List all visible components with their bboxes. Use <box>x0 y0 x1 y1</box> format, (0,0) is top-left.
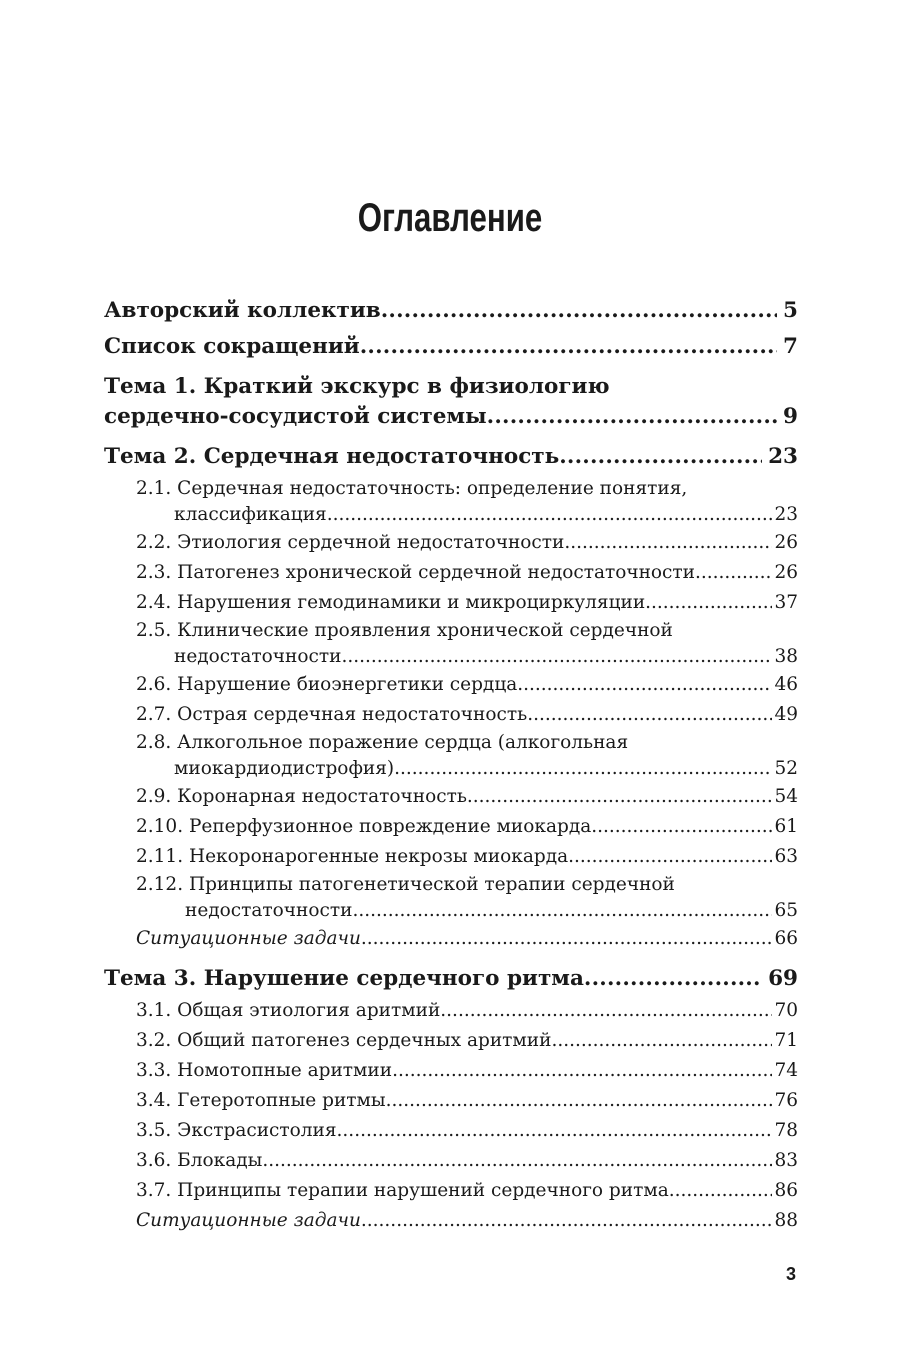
leader-dots <box>487 402 777 432</box>
toc-subentry-page: 49 <box>774 704 798 725</box>
toc-entry-topic-2[interactable] <box>104 442 798 472</box>
toc-subentry[interactable] <box>104 730 798 782</box>
toc-subentry[interactable] <box>104 842 798 872</box>
leader-dots <box>669 1176 773 1206</box>
toc-subentry-page: 78 <box>774 1120 798 1141</box>
leader-dots <box>341 644 772 670</box>
toc-subentry-label: 3.5. Экстрасистолия <box>136 1120 337 1141</box>
leader-dots <box>392 1056 772 1086</box>
leader-dots <box>381 296 777 326</box>
leader-dots <box>386 1086 773 1116</box>
toc-entry-label: Тема 3. Нарушение сердечного ритма <box>104 966 584 991</box>
leader-dots <box>360 332 777 362</box>
toc-subentry-page: 70 <box>774 1000 798 1021</box>
toc-entry-page: 9 <box>783 404 798 429</box>
toc-subentry-page: 26 <box>774 562 798 583</box>
toc-subentry-page: 86 <box>774 1180 798 1201</box>
toc-subentry-page: 23 <box>774 504 798 525</box>
toc-entry-label: Авторский коллектив <box>104 298 381 323</box>
toc-entry-page: 69 <box>768 966 798 991</box>
toc-subentry-page: 88 <box>774 1210 798 1231</box>
toc-subentry-label: 3.2. Общий патогенез сердечных аритмий <box>136 1030 552 1051</box>
toc-subentry-line1: 2.12. Принципы патогенетической терапии сердечной <box>136 874 675 895</box>
toc-subentry[interactable] <box>104 996 798 1026</box>
toc-subentry[interactable] <box>104 476 798 528</box>
toc-subentry-page: 76 <box>774 1090 798 1111</box>
toc-subentry[interactable] <box>104 1026 798 1056</box>
toc-subentry[interactable] <box>104 1116 798 1146</box>
toc-subentry-label: недостаточности <box>174 646 342 667</box>
page-number: 3 <box>785 1264 796 1284</box>
toc-subentry-label: 2.10. Реперфузионное повреждение миокарда <box>136 816 592 837</box>
toc-subentry-line1: 2.5. Клинические проявления хронической сердечной <box>136 620 673 641</box>
leader-dots <box>551 1026 772 1056</box>
leader-dots <box>327 502 773 528</box>
leader-dots <box>361 924 773 954</box>
toc-subentry-tasks[interactable] <box>104 924 798 954</box>
toc-subentry-page: 52 <box>774 758 798 779</box>
toc-subentry-label: 2.7. Острая сердечная недостаточность <box>136 704 528 725</box>
toc-subentry[interactable] <box>104 782 798 812</box>
leader-dots <box>394 756 772 782</box>
leader-dots <box>517 670 772 700</box>
toc-entry-label: Список сокращений <box>104 334 360 359</box>
leader-dots <box>361 1206 773 1236</box>
toc-subentry[interactable] <box>104 558 798 588</box>
toc-subentry-label: 3.1. Общая этиология аритмий <box>136 1000 441 1021</box>
toc-subentry-label: 2.2. Этиология сердечной недостаточности <box>136 532 565 553</box>
toc-subentry-page: 54 <box>774 786 798 807</box>
toc-subentry-line1: 2.1. Сердечная недостаточность: определение понятия, <box>136 478 688 499</box>
toc-subentry[interactable] <box>104 618 798 670</box>
toc-entry-label-line1: Тема 1. Краткий экскурс в физиологию <box>104 374 610 399</box>
toc-subentry-label: 2.6. Нарушение биоэнергетики сердца <box>136 674 518 695</box>
toc-entry-label: сердечно-сосудистой системы <box>104 404 487 429</box>
toc-subentry-tasks[interactable] <box>104 1206 798 1236</box>
toc-entry-page: 5 <box>783 298 798 323</box>
toc-subentry-page: 46 <box>774 674 798 695</box>
toc-subentry[interactable] <box>104 588 798 618</box>
toc-subentry-label: 3.6. Блокады <box>136 1150 263 1171</box>
leader-dots <box>559 442 762 472</box>
toc-entry-abbreviations[interactable] <box>104 332 798 362</box>
toc-subentry-label: миокардиодистрофия) <box>174 758 395 779</box>
toc-entry-label: Тема 2. Сердечная недостаточность <box>104 444 560 469</box>
toc-subentry-label: 2.4. Нарушения гемодинамики и микроциркуляции <box>136 592 646 613</box>
toc-subentry[interactable] <box>104 528 798 558</box>
toc-subentry-label: недостаточности <box>185 900 353 921</box>
toc-subentry-page: 65 <box>774 900 798 921</box>
toc-subentry-line1: 2.8. Алкогольное поражение сердца (алкогольная <box>136 732 629 753</box>
toc-subentry-page: 38 <box>774 646 798 667</box>
toc-subentry-page: 26 <box>774 532 798 553</box>
toc-entry-authors[interactable] <box>104 296 798 326</box>
toc-subentry-label: Ситуационные задачи <box>136 1210 361 1231</box>
toc-subentry-label: 3.4. Гетеротопные ритмы <box>136 1090 386 1111</box>
leader-dots <box>352 898 772 924</box>
toc-subentry-page: 66 <box>774 928 798 949</box>
toc-subentry[interactable] <box>104 1086 798 1116</box>
leader-dots <box>645 588 772 618</box>
toc-subentry-label: 3.3. Номотопные аритмии <box>136 1060 393 1081</box>
toc-subentry-page: 63 <box>774 846 798 867</box>
table-of-contents <box>104 296 798 1236</box>
leader-dots <box>564 528 772 558</box>
leader-dots <box>440 996 772 1026</box>
toc-subentry[interactable] <box>104 670 798 700</box>
toc-subentry[interactable] <box>104 1146 798 1176</box>
toc-subentry-label: 2.9. Коронарная недостаточность <box>136 786 467 807</box>
leader-dots <box>262 1146 772 1176</box>
toc-subentry-page: 61 <box>774 816 798 837</box>
toc-entry-page: 23 <box>768 444 798 469</box>
toc-subentry-label: 2.3. Патогенез хронической сердечной недостаточности <box>136 562 695 583</box>
toc-subentry[interactable] <box>104 700 798 730</box>
toc-subentry-page: 74 <box>774 1060 798 1081</box>
leader-dots <box>467 782 773 812</box>
toc-subentry[interactable] <box>104 1056 798 1086</box>
toc-subentry-page: 83 <box>774 1150 798 1171</box>
toc-subentry[interactable] <box>104 872 798 924</box>
toc-subentry-page: 71 <box>774 1030 798 1051</box>
toc-subentry[interactable] <box>104 812 798 842</box>
leader-dots <box>695 558 772 588</box>
leader-dots <box>584 964 762 994</box>
leader-dots <box>527 700 772 730</box>
toc-entry-page: 7 <box>783 334 798 359</box>
toc-subentry-page: 37 <box>774 592 798 613</box>
page-title: Оглавление <box>357 196 543 240</box>
leader-dots <box>568 842 772 872</box>
leader-dots <box>337 1116 773 1146</box>
toc-entry-topic-3[interactable] <box>104 964 798 994</box>
leader-dots <box>591 812 772 842</box>
toc-subentry[interactable] <box>104 1176 798 1206</box>
toc-subentry-label: 3.7. Принципы терапии нарушений сердечного ритма <box>136 1180 669 1201</box>
toc-subentry-label: классификация <box>174 504 327 525</box>
toc-entry-topic-1[interactable] <box>104 372 798 432</box>
toc-subentry-label: 2.11. Некоронарогенные некрозы миокарда <box>136 846 569 867</box>
toc-subentry-label: Ситуационные задачи <box>136 928 361 949</box>
